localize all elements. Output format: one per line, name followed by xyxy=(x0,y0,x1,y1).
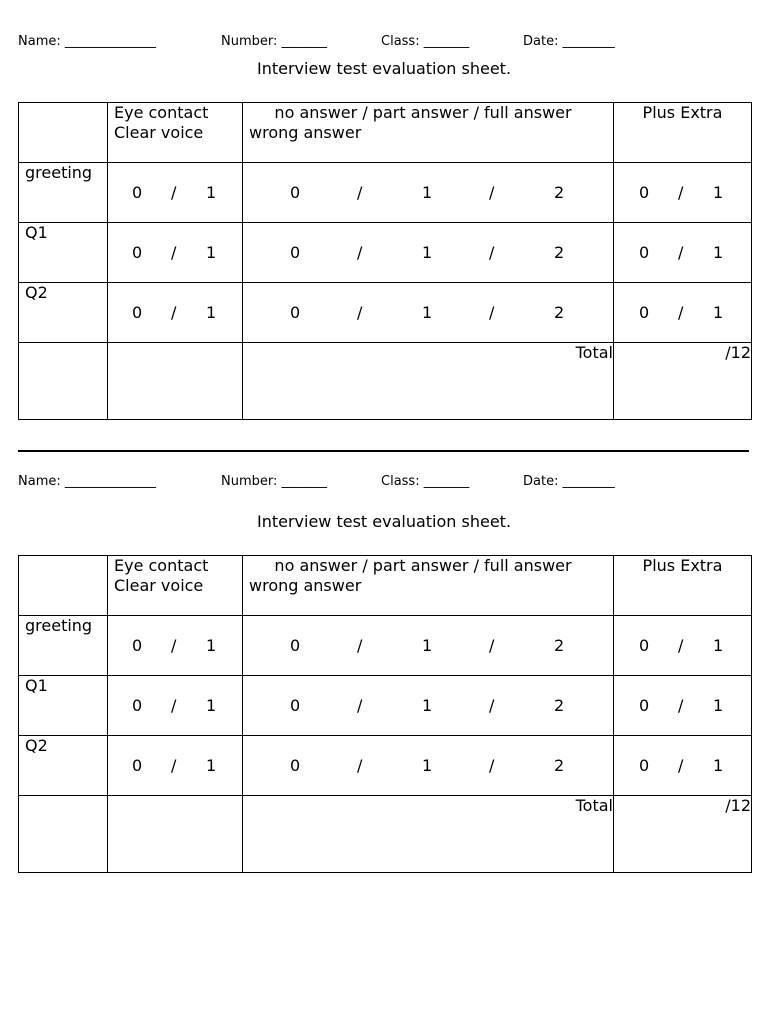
name-field: Name: ______________ xyxy=(18,474,156,489)
score-0: 0 xyxy=(132,183,143,202)
extra-score xyxy=(614,163,751,222)
score-sep: / xyxy=(678,756,684,775)
eye-score xyxy=(108,676,242,735)
answer-score xyxy=(243,736,613,795)
header-eye-contact-label: Eye contact xyxy=(114,556,209,575)
score-0: 0 xyxy=(132,303,143,322)
extra-score xyxy=(614,676,751,735)
score-sep: / xyxy=(357,243,363,262)
answer-score xyxy=(243,616,613,675)
score-0: 0 xyxy=(132,636,143,655)
score-2: 2 xyxy=(554,756,565,775)
score-1: 1 xyxy=(206,183,217,202)
student-info-row xyxy=(0,474,768,492)
row-label: Q1 xyxy=(25,223,48,242)
score-0: 0 xyxy=(132,696,143,715)
score-sep: / xyxy=(678,636,684,655)
score-0: 0 xyxy=(290,183,301,202)
score-1: 1 xyxy=(206,756,217,775)
extra-score xyxy=(614,736,751,795)
table-row xyxy=(19,736,752,796)
score-sep: / xyxy=(489,696,495,715)
total-empty-cell xyxy=(19,343,108,420)
row-label: Q1 xyxy=(25,676,48,695)
date-field: Date: ________ xyxy=(523,474,615,489)
score-sep: / xyxy=(171,636,177,655)
evaluation-table xyxy=(18,102,752,420)
header-clear-voice-label: Clear voice xyxy=(114,576,204,595)
class-field: Class: _______ xyxy=(381,34,470,49)
extra-score xyxy=(614,283,751,342)
score-1: 1 xyxy=(206,243,217,262)
score-1: 1 xyxy=(422,243,433,262)
header-plus-extra: Plus Extra xyxy=(614,103,752,163)
score-sep: / xyxy=(357,636,363,655)
total-label: Total xyxy=(243,796,614,873)
table-row xyxy=(19,676,752,736)
total-label: Total xyxy=(243,343,614,420)
score-0: 0 xyxy=(290,303,301,322)
score-sep: / xyxy=(489,756,495,775)
answer-score xyxy=(243,223,613,282)
score-0: 0 xyxy=(639,303,650,322)
score-1: 1 xyxy=(713,756,724,775)
answer-score xyxy=(243,163,613,222)
score-sep: / xyxy=(171,243,177,262)
table-row xyxy=(19,283,752,343)
header-eye-contact xyxy=(108,556,243,616)
header-answer-label: no answer / part answer / full answer xyxy=(274,103,572,122)
header-clear-voice-label: Clear voice xyxy=(114,123,204,142)
score-sep: / xyxy=(678,243,684,262)
table-row xyxy=(19,163,752,223)
score-sep: / xyxy=(171,183,177,202)
total-empty-cell xyxy=(108,343,243,420)
score-2: 2 xyxy=(554,183,565,202)
extra-score xyxy=(614,223,751,282)
header-answer xyxy=(243,103,614,163)
total-row xyxy=(19,343,752,420)
score-1: 1 xyxy=(206,303,217,322)
score-1: 1 xyxy=(422,756,433,775)
score-0: 0 xyxy=(290,636,301,655)
score-1: 1 xyxy=(713,243,724,262)
header-row xyxy=(19,103,752,163)
answer-score xyxy=(243,283,613,342)
score-sep: / xyxy=(171,303,177,322)
score-2: 2 xyxy=(554,636,565,655)
score-1: 1 xyxy=(713,303,724,322)
score-0: 0 xyxy=(639,756,650,775)
score-sep: / xyxy=(171,756,177,775)
evaluation-table xyxy=(18,555,752,873)
score-sep: / xyxy=(357,303,363,322)
sheet-title: Interview test evaluation sheet. xyxy=(256,512,512,531)
name-field: Name: ______________ xyxy=(18,34,156,49)
header-empty-cell xyxy=(19,556,108,616)
score-0: 0 xyxy=(290,756,301,775)
header-empty-cell xyxy=(19,103,108,163)
header-answer-label: no answer / part answer / full answer xyxy=(274,556,572,575)
score-sep: / xyxy=(678,696,684,715)
eye-score xyxy=(108,223,242,282)
header-eye-contact xyxy=(108,103,243,163)
score-sep: / xyxy=(489,243,495,262)
score-2: 2 xyxy=(554,243,565,262)
date-field: Date: ________ xyxy=(523,34,615,49)
score-1: 1 xyxy=(713,183,724,202)
score-0: 0 xyxy=(639,636,650,655)
total-empty-cell xyxy=(108,796,243,873)
student-info-row xyxy=(0,34,768,52)
row-label: greeting xyxy=(25,163,93,182)
row-label: Q2 xyxy=(25,736,48,755)
extra-score xyxy=(614,616,751,675)
score-sep: / xyxy=(489,303,495,322)
score-1: 1 xyxy=(422,183,433,202)
row-label: Q2 xyxy=(25,283,48,302)
score-0: 0 xyxy=(639,183,650,202)
number-field: Number: _______ xyxy=(221,474,328,489)
header-wrong-answer-label: wrong answer xyxy=(249,123,362,142)
score-1: 1 xyxy=(713,696,724,715)
score-sep: / xyxy=(678,303,684,322)
score-0: 0 xyxy=(639,243,650,262)
number-field: Number: _______ xyxy=(221,34,328,49)
score-2: 2 xyxy=(554,696,565,715)
score-1: 1 xyxy=(422,636,433,655)
eye-score xyxy=(108,283,242,342)
score-sep: / xyxy=(489,636,495,655)
total-empty-cell xyxy=(19,796,108,873)
score-1: 1 xyxy=(206,696,217,715)
score-2: 2 xyxy=(554,303,565,322)
score-0: 0 xyxy=(132,756,143,775)
class-field: Class: _______ xyxy=(381,474,470,489)
score-1: 1 xyxy=(206,636,217,655)
eye-score xyxy=(108,736,242,795)
answer-score xyxy=(243,676,613,735)
score-sep: / xyxy=(357,696,363,715)
header-wrong-answer-label: wrong answer xyxy=(249,576,362,595)
sheet-title: Interview test evaluation sheet. xyxy=(256,59,512,78)
score-0: 0 xyxy=(639,696,650,715)
table-row xyxy=(19,223,752,283)
header-answer xyxy=(243,556,614,616)
score-1: 1 xyxy=(713,636,724,655)
score-0: 0 xyxy=(132,243,143,262)
cut-divider-line xyxy=(18,450,749,452)
header-plus-extra: Plus Extra xyxy=(614,556,752,616)
total-max: /12 xyxy=(614,796,752,873)
score-sep: / xyxy=(357,183,363,202)
total-max: /12 xyxy=(614,343,752,420)
score-0: 0 xyxy=(290,696,301,715)
table-row xyxy=(19,616,752,676)
score-sep: / xyxy=(357,756,363,775)
header-eye-contact-label: Eye contact xyxy=(114,103,209,122)
row-label: greeting xyxy=(25,616,93,635)
score-sep: / xyxy=(489,183,495,202)
score-sep: / xyxy=(171,696,177,715)
eye-score xyxy=(108,616,242,675)
score-sep: / xyxy=(678,183,684,202)
header-row xyxy=(19,556,752,616)
score-0: 0 xyxy=(290,243,301,262)
total-row xyxy=(19,796,752,873)
score-1: 1 xyxy=(422,303,433,322)
eye-score xyxy=(108,163,242,222)
score-1: 1 xyxy=(422,696,433,715)
